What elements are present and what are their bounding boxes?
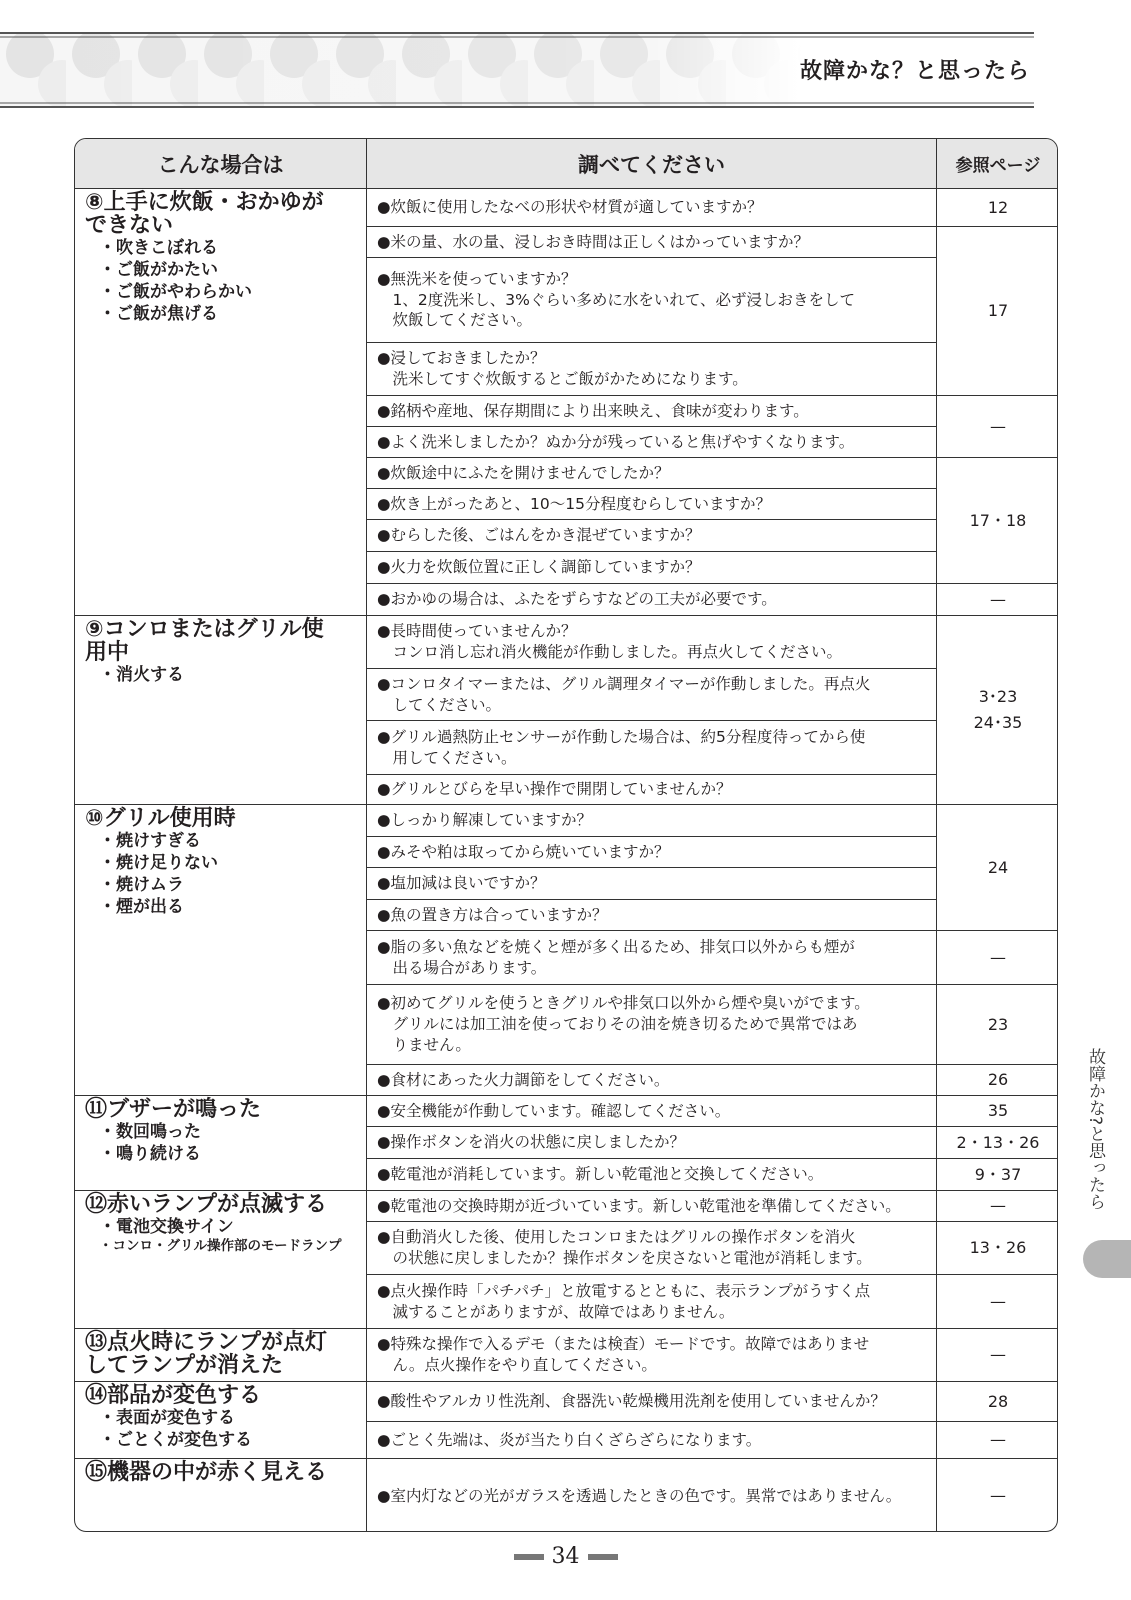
symptom-title: ⑮機器の中が赤く見える <box>85 1460 328 1485</box>
check-text: ●魚の置き方は合っていますか？ <box>377 905 608 924</box>
check-cell <box>367 1096 937 1127</box>
check-text: ●操作ボタンを消火の状態に戻しましたか？ <box>377 1133 686 1152</box>
symptom-title: ⑩グリル使用時 <box>85 806 236 831</box>
reference-page-cell: — <box>937 1329 1058 1382</box>
symptom-cell <box>75 189 367 616</box>
check-text: ●自動消火した後、使用したコンロまたはグリルの操作ボタンを消火 の状態に戻しましたか？操作ボタンを戻さないと電池が消耗します。 <box>377 1228 872 1267</box>
reference-page-cell: 13・26 <box>937 1222 1058 1275</box>
reference-page-cell: 35 <box>937 1096 1058 1127</box>
symptom-cell <box>75 616 367 805</box>
symptom-cell <box>75 1096 367 1191</box>
symptom-cell <box>75 805 367 1096</box>
symptom-item: ・コンロ・グリル操作部のモードランプ <box>99 1238 342 1255</box>
check-text: ●室内灯などの光がガラスを透過したときの色です。異常ではありません。 <box>377 1486 902 1505</box>
check-text: ●よく洗米しましたか？ぬか分が残っていると焦げやすくなります。 <box>377 432 855 451</box>
symptom-title: ⑫赤いランプが点滅する <box>85 1192 328 1217</box>
reference-page-cell: 24 <box>937 805 1058 931</box>
page-number: 34 <box>551 1544 580 1569</box>
reference-page-cell: — <box>990 1486 1006 1506</box>
symptom-title: ⑬点火時にランプが点灯 してランプが消えた <box>85 1330 328 1379</box>
check-cell <box>367 900 937 931</box>
symptom-item: ・吹きこぼれる <box>99 238 218 259</box>
reference-page-cell: 3･23 24･35 <box>937 616 1058 805</box>
check-text: ●おかゆの場合は、ふたをずらすなどの工夫が必要です。 <box>377 590 777 609</box>
check-cell <box>367 1127 937 1159</box>
symptom-item: ・表面が変色する <box>99 1408 235 1429</box>
symptom-item: ・ごとくが変色する <box>99 1430 252 1451</box>
check-cell <box>367 1159 937 1191</box>
symptom-item: ・焼け足りない <box>99 853 218 874</box>
reference-page-cell: 23 <box>937 985 1058 1065</box>
symptom-item: ・ご飯が焦げる <box>99 304 218 325</box>
check-cell <box>367 258 937 343</box>
check-text: ●むらした後、ごはんをかき混ぜていますか？ <box>377 526 701 545</box>
check-cell <box>367 1191 937 1222</box>
reference-page-cell: — <box>937 1191 1058 1222</box>
footer-bar-right <box>588 1554 618 1560</box>
symptom-item: ・ご飯がやわらかい <box>99 282 252 303</box>
check-cell <box>367 520 937 552</box>
reference-page-cell: 26 <box>937 1065 1058 1096</box>
check-text: ●米の量、水の量、浸しおき時間は正しくはかっていますか？ <box>377 232 810 251</box>
reference-page-cell: — <box>937 1275 1058 1329</box>
check-text: ●乾電池が消耗しています。新しい乾電池と交換してください。 <box>377 1165 824 1184</box>
check-cell <box>367 489 937 520</box>
check-cell <box>367 721 937 775</box>
check-text: ●火力を炊飯位置に正しく調節していますか？ <box>377 558 701 577</box>
check-text: ●無洗米を使っていますか？ 1、2度洗米し、3%ぐらい多めに水をいれて、必ず浸しおきをして 炊飯してください。 <box>377 269 856 330</box>
symptom-title: ⑭部品が変色する <box>85 1383 262 1408</box>
check-cell <box>367 931 937 985</box>
check-cell <box>367 868 937 900</box>
check-text: ●しっかり解凍していますか？ <box>377 811 593 830</box>
check-cell <box>367 343 937 396</box>
reference-page-cell: 2・13・26 <box>937 1127 1058 1159</box>
troubleshooting-table <box>74 138 1058 1532</box>
check-text: ●安全機能が作動しています。確認してください。 <box>377 1101 731 1120</box>
symptom-item: ・ご飯がかたい <box>99 260 218 281</box>
symptom-cell <box>75 1382 367 1459</box>
check-text: ●炊飯に使用したなべの形状や材質が適していますか？ <box>377 198 763 217</box>
symptom-item: ・鳴り続ける <box>99 1144 201 1165</box>
column-header-reference: 参照ページ <box>937 139 1058 189</box>
symptom-title: ⑨コンロまたはグリル使 用中 <box>85 617 324 666</box>
check-cell <box>367 805 937 837</box>
check-cell <box>367 552 937 584</box>
symptom-item: ・焼けすぎる <box>99 831 201 852</box>
check-cell <box>367 1422 937 1459</box>
page-footer <box>0 1544 1131 1569</box>
check-text: ●浸しておきましたか？ 洗米してすぐ炊飯するとご飯がかためになります。 <box>377 349 748 388</box>
check-text: ●長時間使っていませんか？ コンロ消し忘れ消火機能が作動しました。再点火してください。 <box>377 622 843 661</box>
check-text: ●炊飯途中にふたを開けませんでしたか？ <box>377 463 670 482</box>
check-text: ●コンロタイマーまたは、グリル調理タイマーが作動しました。再点火 してください。 <box>377 674 871 714</box>
reference-page-cell: — <box>937 584 1058 616</box>
page-header <box>0 32 1056 108</box>
symptom-item: ・数回鳴った <box>99 1122 201 1143</box>
symptom-item: ・焼けムラ <box>99 875 184 896</box>
reference-page-cell: 9・37 <box>937 1159 1058 1191</box>
check-cell <box>367 1065 937 1096</box>
check-cell <box>367 584 937 616</box>
check-text: ●乾電池の交換時期が近づいています。新しい乾電池を準備してください。 <box>377 1196 901 1215</box>
check-cell <box>367 396 937 427</box>
reference-page-cell: — <box>937 1422 1058 1459</box>
symptom-item: ・消火する <box>99 665 184 686</box>
side-tab-label: 故障かな?と思ったら <box>1085 1048 1105 1211</box>
symptom-cell <box>75 1329 367 1382</box>
check-cell <box>367 1222 937 1275</box>
check-text: ●特殊な操作で入るデモ（または検査）モードです。故障ではありませ ん。点火操作をやり直してください。 <box>377 1335 870 1374</box>
reference-page-cell: 28 <box>937 1382 1058 1422</box>
check-cell <box>367 669 937 721</box>
reference-page-cell: — <box>937 396 1058 458</box>
symptom-cell <box>75 1191 367 1329</box>
check-cell <box>367 775 937 805</box>
column-header-symptom: こんな場合は <box>75 139 367 189</box>
header-title: 故障かな？と思ったら <box>799 59 1030 84</box>
check-cell <box>367 985 937 1065</box>
reference-page-cell: — <box>937 931 1058 985</box>
symptom-title: ⑧上手に炊飯・おかゆが できない <box>85 190 324 239</box>
reference-page-cell: 17 <box>937 227 1058 396</box>
symptom-title: ⑪ブザーが鳴った <box>85 1097 262 1122</box>
check-cell <box>367 458 937 489</box>
check-text: ●点火操作時「パチパチ」と放電するとともに、表示ランプがうすく点 滅することがありますが、故障ではありません。 <box>377 1281 871 1321</box>
check-cell <box>367 837 937 868</box>
check-cell <box>367 616 937 669</box>
column-header-check: 調べてください <box>367 139 937 189</box>
check-text: ●塩加減は良いですか？ <box>377 874 546 893</box>
symptom-cell <box>75 1459 367 1532</box>
check-text: ●食材にあった火力調節をしてください。 <box>377 1070 670 1089</box>
check-text: ●グリル過熱防止センサーが作動した場合は、約5分程度待ってから使 用してください。 <box>377 727 866 767</box>
check-cell <box>367 1275 937 1329</box>
check-text: ●酸性やアルカリ性洗剤、食器洗い乾燥機用洗剤を使用していませんか？ <box>377 1392 886 1411</box>
reference-page-cell: 12 <box>937 189 1058 227</box>
check-cell <box>367 1382 937 1422</box>
symptom-item: ・電池交換サイン <box>99 1217 234 1238</box>
footer-bar-left <box>514 1554 544 1560</box>
check-text: ●ごとく先端は、炎が当たり白くざらざらになります。 <box>377 1430 762 1449</box>
check-cell <box>367 427 937 458</box>
check-text: ●銘柄や産地、保存期間により出来映え、食味が変わります。 <box>377 401 809 420</box>
check-text: ●脂の多い魚などを焼くと煙が多く出るため、排気口以外からも煙が 出る場合があります。 <box>377 937 855 977</box>
check-text: ●初めてグリルを使うときグリルや排気口以外から煙や臭いがでます。 グリルには加工油を使っておりその油を焼き切るためで異常ではあ りません。 <box>377 994 870 1054</box>
check-text: ●グリルとびらを早い操作で開閉していませんか？ <box>377 780 732 799</box>
check-cell <box>367 227 937 258</box>
side-tab-marker <box>1083 1240 1131 1278</box>
check-text: ●みそや粕は取ってから焼いていますか？ <box>377 842 670 861</box>
reference-page-cell: 17・18 <box>937 458 1058 584</box>
check-cell <box>367 189 937 227</box>
check-cell <box>367 1459 937 1532</box>
symptom-item: ・煙が出る <box>99 897 184 918</box>
check-text: ●炊き上がったあと、10～15分程度むらしていますか？ <box>377 494 771 513</box>
check-cell <box>367 1329 937 1382</box>
